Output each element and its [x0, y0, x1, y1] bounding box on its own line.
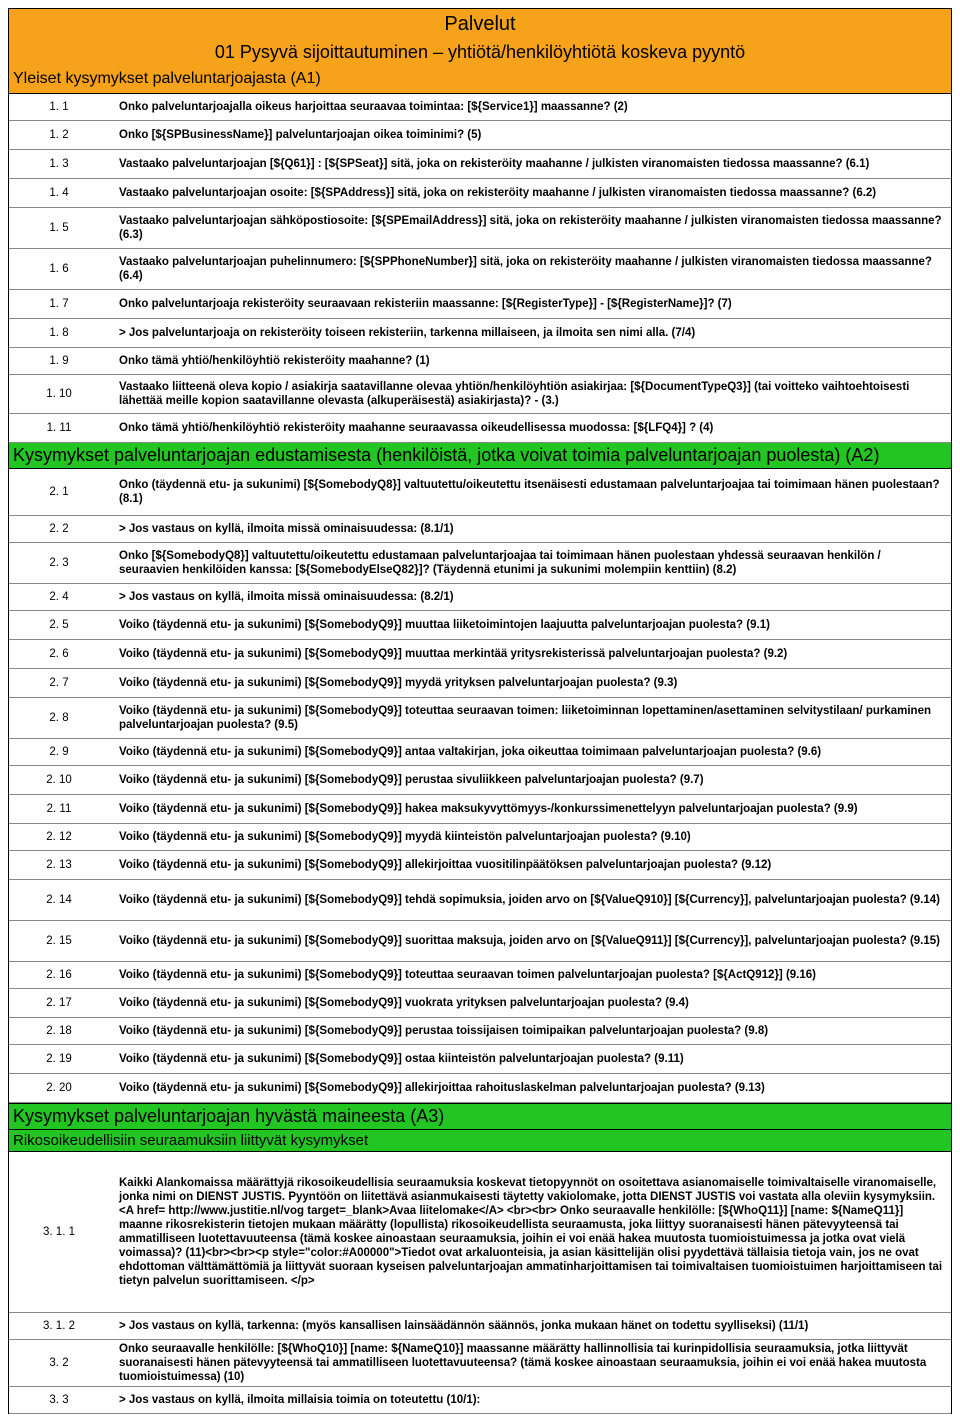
section-a1-title: Yleiset kysymykset palveluntarjoajasta (A1) — [9, 65, 951, 93]
question-text: Vastaako liitteenä oleva kopio / asiakirja saatavillanne olevaa yhtiön/henkilöyhtiön asiakirjaa: [${DocumentTypeQ3}] (tai voitteko vaihtoehtoisesti lähettää meille kopion saatavillanne olevasta (alkuperäisestä) asiakirjasta)? - (3.) — [119, 381, 910, 407]
question-number: 2. 10 — [46, 774, 72, 786]
question-text: Voiko (täydennä etu- ja sukunimi) [${SomebodyQ9}] perustaa toissijaisen toimipaikan palveluntarjoajan puolesta? (9.8) — [119, 1025, 769, 1037]
question-row — [9, 1152, 951, 1313]
question-text: Voiko (täydennä etu- ja sukunimi) [${SomebodyQ9}] vuokrata yrityksen palveluntarjoajan puolesta? (9.4) — [119, 997, 689, 1009]
section-a1-list — [8, 94, 952, 443]
question-row — [9, 249, 951, 290]
header-block — [8, 8, 952, 94]
question-number: 2. 11 — [46, 803, 72, 815]
question-text: Onko tämä yhtiö/henkilöyhtiö rekisteröity maahanne? (1) — [119, 355, 430, 367]
question-text: Voiko (täydennä etu- ja sukunimi) [${SomebodyQ9}] suorittaa maksuja, joiden arvo on [${ValueQ911}] [${Currency}], palveluntarjoajan puolesta? (9.15) — [119, 935, 940, 947]
question-row — [9, 516, 951, 543]
question-row — [9, 375, 951, 414]
question-text: Onko [${SomebodyQ8}] valtuutettu/oikeutettu edustamaan palveluntarjoajaa tai toimimaan hänen puolestaan yhdessä seuraavan henkilön / seuraavien henkilöiden kanssa: [${SomebodyElseQ82}]? (Täydennä etunimi ja sukunimi molempiin kenttiin) (8.2) — [119, 550, 881, 576]
question-number: 2. 4 — [49, 591, 69, 603]
page-title: Palvelut — [444, 13, 516, 35]
question-row — [9, 1018, 951, 1045]
question-number: 1. 3 — [49, 158, 69, 170]
question-number: 3. 3 — [49, 1394, 69, 1406]
question-row — [9, 348, 951, 375]
document-page — [8, 8, 952, 1414]
question-text: Onko tämä yhtiö/henkilöyhtiö rekisteröity maahanne seuraavassa oikeudellisessa muodossa: [${LFQ4}] ? (4) — [119, 422, 714, 434]
question-number: 1. 5 — [49, 222, 69, 234]
question-number: 1. 7 — [49, 298, 69, 310]
question-row — [9, 179, 951, 208]
section-a3-title: Kysymykset palveluntarjoajan hyvästä maineesta (A3) — [8, 1103, 952, 1130]
question-number: 1. 9 — [49, 355, 69, 367]
question-text: Vastaako palveluntarjoajan osoite: [${SPAddress}] sitä, joka on rekisteröity maahanne / julkisten viranomaisten tiedossa maassanne? (6.2) — [119, 187, 877, 199]
question-text: Voiko (täydennä etu- ja sukunimi) [${SomebodyQ9}] ostaa kiinteistön palveluntarjoajan puolesta? (9.11) — [119, 1053, 684, 1065]
question-text: Vastaako palveluntarjoajan puhelinnumero: [${SPPhoneNumber}] sitä, joka on rekisteröity maahanne / julkisten viranomaisten tiedossa maassanne? (6.4) — [119, 256, 932, 282]
question-number: 2. 20 — [46, 1082, 72, 1094]
question-number: 2. 9 — [49, 746, 69, 758]
question-row — [9, 739, 951, 766]
question-row — [9, 208, 951, 249]
question-number: 2. 16 — [46, 969, 72, 981]
question-text: Voiko (täydennä etu- ja sukunimi) [${SomebodyQ9}] antaa valtakirjan, joka oikeuttaa toimimaan palveluntarjoajan puolesta? (9.6) — [119, 746, 822, 758]
question-row — [9, 584, 951, 611]
question-number: 3. 1. 2 — [43, 1320, 75, 1332]
page-subtitle: 01 Pysyvä sijoittautuminen – yhtiötä/henkilöyhtiötä koskeva pyyntö — [214, 42, 746, 62]
question-row — [9, 469, 951, 516]
question-row — [9, 989, 951, 1018]
question-number: 2. 17 — [46, 997, 72, 1009]
question-number: 1. 8 — [49, 327, 69, 339]
question-text: Voiko (täydennä etu- ja sukunimi) [${SomebodyQ9}] allekirjoittaa rahoituslaskelman palveluntarjoajan puolesta? (9.13) — [119, 1082, 765, 1094]
question-text: Onko palveluntarjoaja rekisteröity seuraavaan rekisteriin maassanne: [${RegisterType}] - [${RegisterName}]? (7) — [119, 298, 732, 310]
question-row — [9, 640, 951, 669]
question-row — [9, 766, 951, 795]
question-row — [9, 94, 951, 121]
question-number: 1. 1 — [49, 101, 69, 113]
question-row — [9, 543, 951, 584]
question-number: 1. 10 — [46, 388, 72, 400]
question-row — [9, 414, 951, 443]
question-row — [9, 1045, 951, 1074]
question-row — [9, 1387, 951, 1414]
question-row — [9, 1340, 951, 1387]
section-a3-subtitle: Rikosoikeudellisiin seuraamuksiin liittyvät kysymykset — [8, 1130, 952, 1152]
question-text: Voiko (täydennä etu- ja sukunimi) [${SomebodyQ9}] toteuttaa seuraavan toimen: liiketoiminnan lopettaminen/asettaminen selvitystilaan/ purkaminen palveluntarjoajan puolesta? (9.5) — [119, 705, 931, 731]
question-text: Onko [${SPBusinessName}] palveluntarjoajan oikea toiminimi? (5) — [119, 129, 482, 141]
question-text: Voiko (täydennä etu- ja sukunimi) [${SomebodyQ9}] allekirjoittaa vuositilinpäätöksen palveluntarjoajan puolesta? (9.12) — [119, 859, 772, 871]
question-number: 3. 2 — [49, 1357, 69, 1369]
question-text: > Jos vastaus on kyllä, tarkenna: (myös kansallisen lainsäädännön säännös, jonka mukaan hänet on todettu syylliseksi) (11/1) — [119, 1320, 809, 1332]
question-text: Voiko (täydennä etu- ja sukunimi) [${SomebodyQ9}] myydä yrityksen palveluntarjoajan puolesta? (9.3) — [119, 677, 678, 689]
question-number: 2. 2 — [49, 523, 69, 535]
question-text: > Jos vastaus on kyllä, ilmoita missä ominaisuudessa: (8.2/1) — [119, 591, 454, 603]
question-row — [9, 921, 951, 962]
question-text: Voiko (täydennä etu- ja sukunimi) [${SomebodyQ9}] toteuttaa seuraavan toimen palveluntarjoajan puolesta? [${ActQ912}] (9.16) — [119, 969, 816, 981]
question-row — [9, 1313, 951, 1340]
question-text: > Jos palveluntarjoaja on rekisteröity toiseen rekisteriin, tarkenna millaiseen, ja ilmoita sen nimi alla. (7/4) — [119, 327, 696, 339]
question-text: Vastaako palveluntarjoajan [${Q61}] : [${SPSeat}] sitä, joka on rekisteröity maahanne / julkisten viranomaisten tiedossa maassanne? (6.1) — [119, 158, 870, 170]
question-number: 2. 12 — [46, 831, 72, 843]
question-number: 1. 6 — [49, 263, 69, 275]
question-number: 1. 11 — [46, 422, 72, 434]
question-text: Voiko (täydennä etu- ja sukunimi) [${SomebodyQ9}] hakea maksukyvyttömyys-/konkurssimenettelyyn palveluntarjoajan puolesta? (9.9) — [119, 803, 858, 815]
question-number: 2. 14 — [46, 894, 72, 906]
question-text: Onko seuraavalle henkilölle: [${WhoQ10}] [name: ${NameQ10}] maassanne määrätty hallinnollisia tai kurinpidollisia seuraamuksia, jotka liittyvät suoranaisesti hänen pätevyyteensä tai ammatilliseen luotettavuuteensa? (tämä koskee ainoastaan seuraamuksia, joihin ei voi enää hakea muutosta tuomioistuimessa) (10) — [119, 1343, 927, 1383]
question-text: Voiko (täydennä etu- ja sukunimi) [${SomebodyQ9}] perustaa sivuliikkeen palveluntarjoajan puolesta? (9.7) — [119, 774, 704, 786]
question-text: > Jos vastaus on kyllä, ilmoita millaisia toimia on toteutettu (10/1): — [119, 1394, 481, 1406]
question-text: Voiko (täydennä etu- ja sukunimi) [${SomebodyQ9}] tehdä sopimuksia, joiden arvo on [${ValueQ910}] [${Currency}], palveluntarjoajan puolesta? (9.14) — [119, 894, 940, 906]
section-a2-title: Kysymykset palveluntarjoajan edustamisesta (henkilöistä, jotka voivat toimia palveluntarjoajan puolesta) (A2) — [8, 443, 952, 469]
question-number: 2. 3 — [49, 557, 69, 569]
question-number: 1. 2 — [49, 129, 69, 141]
question-number: 3. 1. 1 — [43, 1226, 75, 1238]
question-text: Voiko (täydennä etu- ja sukunimi) [${SomebodyQ9}] muuttaa liiketoimintojen laajuutta palveluntarjoajan puolesta? (9.1) — [119, 619, 770, 631]
question-text: Voiko (täydennä etu- ja sukunimi) [${SomebodyQ9}] myydä kiinteistön palveluntarjoajan puolesta? (9.10) — [119, 831, 691, 843]
question-row — [9, 150, 951, 179]
question-row — [9, 962, 951, 989]
question-row — [9, 880, 951, 921]
question-number: 1. 4 — [49, 187, 69, 199]
question-number: 2. 1 — [49, 486, 69, 498]
question-number: 2. 15 — [46, 935, 72, 947]
question-row — [9, 319, 951, 348]
question-number: 2. 5 — [49, 619, 69, 631]
question-text: Voiko (täydennä etu- ja sukunimi) [${SomebodyQ9}] muuttaa merkintää yritysrekisterissä palveluntarjoajan puolesta? (9.2) — [119, 648, 788, 660]
section-a2-list — [8, 469, 952, 1103]
question-text: Kaikki Alankomaissa määrättyjä rikosoikeudellisia seuraamuksia koskevat tietopyynnöt on osoitettava asianomaiselle toimivaltaiselle viranomaiselle, jonka nimi on DIENST JUSTIS. Pyyntöön on liitettävä asianmukaisesti täytetty vakiolomake, jotta DIENST JUSTIS voi vastata alla oleviin kysymyksiin. <A href= http://www.justitie.nl/vog target=_blank>Avaa liitelomake</A> <br><br> Onko seuraavalle henkilölle: [${WhoQ11}] [name: ${NameQ11}] maanne rikosrekisterin tietojen mukaan määrätty (lopullista) rikosoikeudellista seuraamusta, joka liittyy suoranaisesti hänen pätevyyteensä tai ammatilliseen luotettavuuteensa (tämä koskee ainoastaan seuraamuksia, joihin ei voi enää hakea muutosta tuomioistuimessa ja jotka ovat vielä voimassa)? (11)<br><br><p style="color:#A00000">Tiedot ovat arkaluonteisia, ja asian käsittelijän olisi pyydettävä tällaisia tietoja vain, jos ne ovat ehdottoman välttämättömiä ja liittyvät suoraan kyseisen palveluntarjoajan ammatinharjoittamisen tai toimivaltaisen tuomioistuimen harjoittamiseen tai tietyn palvelun suorittamiseen. </p> — [119, 1177, 943, 1287]
question-number: 2. 8 — [49, 712, 69, 724]
question-row — [9, 1074, 951, 1103]
question-row — [9, 669, 951, 698]
question-row — [9, 611, 951, 640]
question-number: 2. 18 — [46, 1025, 72, 1037]
question-row — [9, 121, 951, 150]
question-row — [9, 824, 951, 851]
question-number: 2. 13 — [46, 859, 72, 871]
question-number: 2. 6 — [49, 648, 69, 660]
question-text: Onko palveluntarjoajalla oikeus harjoittaa seuraavaa toimintaa: [${Service1}] maassanne? (2) — [119, 101, 628, 113]
question-text: Onko (täydennä etu- ja sukunimi) [${SomebodyQ8}] valtuutettu/oikeutettu itsenäisesti edustamaan palveluntarjoajaa tai toimimaan hänen puolestaan? (8.1) — [119, 479, 940, 505]
question-row — [9, 851, 951, 880]
question-text: Vastaako palveluntarjoajan sähköpostiosoite: [${SPEmailAddress}] sitä, joka on rekisteröity maahanne / julkisten viranomaisten tiedossa maassanne? (6.3) — [119, 215, 942, 241]
question-number: 2. 19 — [46, 1053, 72, 1065]
question-row — [9, 698, 951, 739]
section-a3-list — [8, 1152, 952, 1414]
question-number: 2. 7 — [49, 677, 69, 689]
question-row — [9, 290, 951, 319]
question-row — [9, 795, 951, 824]
question-text: > Jos vastaus on kyllä, ilmoita missä ominaisuudessa: (8.1/1) — [119, 523, 454, 535]
